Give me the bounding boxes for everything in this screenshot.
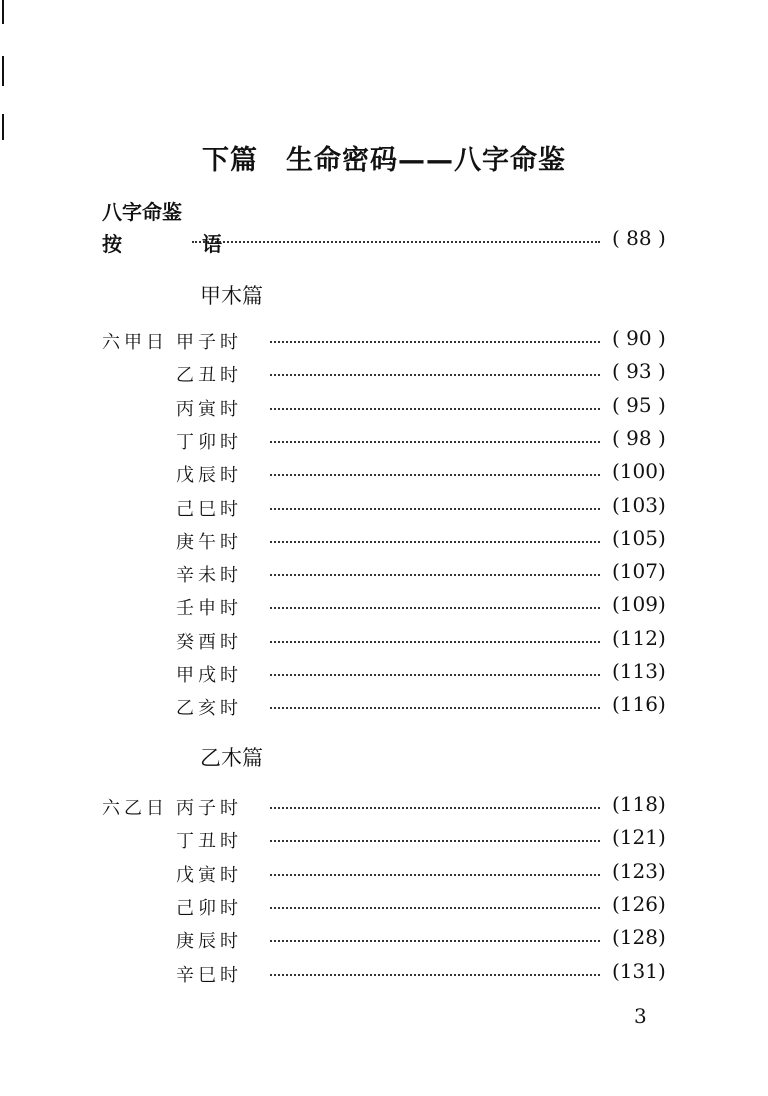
- binding-edge-mark: [2, 0, 4, 24]
- toc-entry-label: 乙亥时: [176, 698, 242, 720]
- toc-entry[interactable]: [0, 559, 768, 587]
- toc-entry-label: 乙丑时: [176, 365, 242, 387]
- dot-leader: [270, 974, 600, 976]
- toc-entry-page: (123): [612, 858, 666, 883]
- toc-entry-page: (105): [612, 525, 666, 550]
- toc-entry-label: 甲戌时: [176, 665, 242, 686]
- dot-leader: [270, 874, 600, 876]
- dot-leader: [270, 807, 600, 809]
- dot-leader: [270, 940, 600, 942]
- dot-leader: [270, 508, 600, 510]
- dot-leader: [270, 408, 600, 410]
- toc-entry-prefix: 六乙日: [102, 798, 168, 819]
- toc-entry-page: (109): [612, 592, 666, 617]
- toc-entry[interactable]: [0, 359, 768, 387]
- dot-leader: [270, 441, 600, 443]
- toc-entry-page: (103): [612, 492, 666, 517]
- toc-entry-prefix: 六甲日: [102, 332, 168, 353]
- toc-entry[interactable]: [0, 626, 768, 654]
- toc-entry-intro[interactable]: [0, 226, 768, 254]
- toc-entry[interactable]: [0, 792, 768, 820]
- dot-leader: [270, 374, 600, 376]
- toc-entry-label: 丙寅时: [176, 398, 242, 420]
- toc-entry-page: (121): [612, 825, 666, 850]
- toc-entry-label: 庚辰时: [176, 931, 242, 953]
- toc-entry[interactable]: [0, 892, 768, 920]
- binding-edge-mark: [2, 56, 4, 86]
- part-title: 生命密码——八字命鉴: [286, 145, 566, 176]
- toc-entry[interactable]: [0, 326, 768, 354]
- group-heading: 甲木篇: [200, 284, 263, 308]
- toc-entry-label: 戊辰时: [176, 465, 242, 487]
- toc-entry-page: (118): [612, 792, 666, 816]
- toc-entry[interactable]: [0, 459, 768, 487]
- group-heading: 乙木篇: [200, 746, 263, 770]
- toc-entry-label: 丁丑时: [176, 831, 242, 853]
- dot-leader: [270, 574, 600, 576]
- dot-leader: [192, 241, 600, 243]
- toc-entry-label: 辛巳时: [176, 964, 242, 986]
- toc-entry-page: (116): [612, 692, 666, 717]
- toc-entry-label: 癸酉时: [176, 631, 242, 653]
- toc-entry[interactable]: [0, 859, 768, 887]
- toc-entry-page: ( 90 ): [612, 326, 666, 350]
- dot-leader: [270, 541, 600, 543]
- dot-leader: [270, 641, 600, 643]
- toc-entry[interactable]: [0, 426, 768, 454]
- toc-entry-page: (107): [612, 559, 666, 584]
- toc-entry-label: 己卯时: [176, 897, 242, 919]
- binding-edge-mark: [2, 114, 4, 140]
- dot-leader: [270, 707, 600, 709]
- toc-entry[interactable]: [0, 825, 768, 853]
- toc-entry[interactable]: [0, 959, 768, 987]
- toc-entry-label: 甲子时: [176, 332, 242, 353]
- toc-entry-label: 按 语: [102, 232, 252, 256]
- toc-entry-label: 庚午时: [176, 531, 242, 553]
- toc-entry[interactable]: [0, 526, 768, 554]
- toc-entry-label: 辛未时: [176, 565, 242, 587]
- toc-entry-label: 丁卯时: [176, 431, 242, 453]
- dot-leader: [270, 607, 600, 609]
- toc-entry-page: (131): [612, 958, 666, 983]
- toc-entry-label: 丙子时: [176, 798, 242, 819]
- dot-leader: [270, 674, 600, 676]
- dot-leader: [270, 907, 600, 909]
- toc-entry[interactable]: [0, 493, 768, 521]
- toc-entry-page: ( 95 ): [612, 392, 666, 417]
- dot-leader: [270, 840, 600, 842]
- toc-entry[interactable]: [0, 393, 768, 421]
- dot-leader: [270, 341, 600, 343]
- page-number: 3: [634, 1004, 647, 1028]
- toc-entry[interactable]: [0, 692, 768, 720]
- toc-entry-page: ( 98 ): [612, 425, 666, 450]
- toc-entry[interactable]: [0, 659, 768, 687]
- toc-entry-page: (128): [612, 925, 666, 950]
- toc-entry-label: 戊寅时: [176, 864, 242, 886]
- toc-entry-page: ( 88 ): [612, 226, 666, 250]
- page-title: [0, 138, 768, 177]
- section-title: 八字命鉴: [102, 200, 182, 224]
- toc-entry-page: (126): [612, 891, 666, 916]
- part-label: 下篇: [202, 145, 258, 176]
- toc-entry-page: (112): [612, 625, 666, 650]
- toc-entry-page: (100): [612, 459, 666, 484]
- toc-entry-label: 壬申时: [176, 598, 242, 620]
- toc-entry-page: (113): [612, 659, 666, 683]
- toc-entry-page: ( 93 ): [612, 359, 666, 384]
- toc-entry-label: 己巳时: [176, 498, 242, 520]
- toc-entry[interactable]: [0, 925, 768, 953]
- dot-leader: [270, 474, 600, 476]
- toc-entry[interactable]: [0, 592, 768, 620]
